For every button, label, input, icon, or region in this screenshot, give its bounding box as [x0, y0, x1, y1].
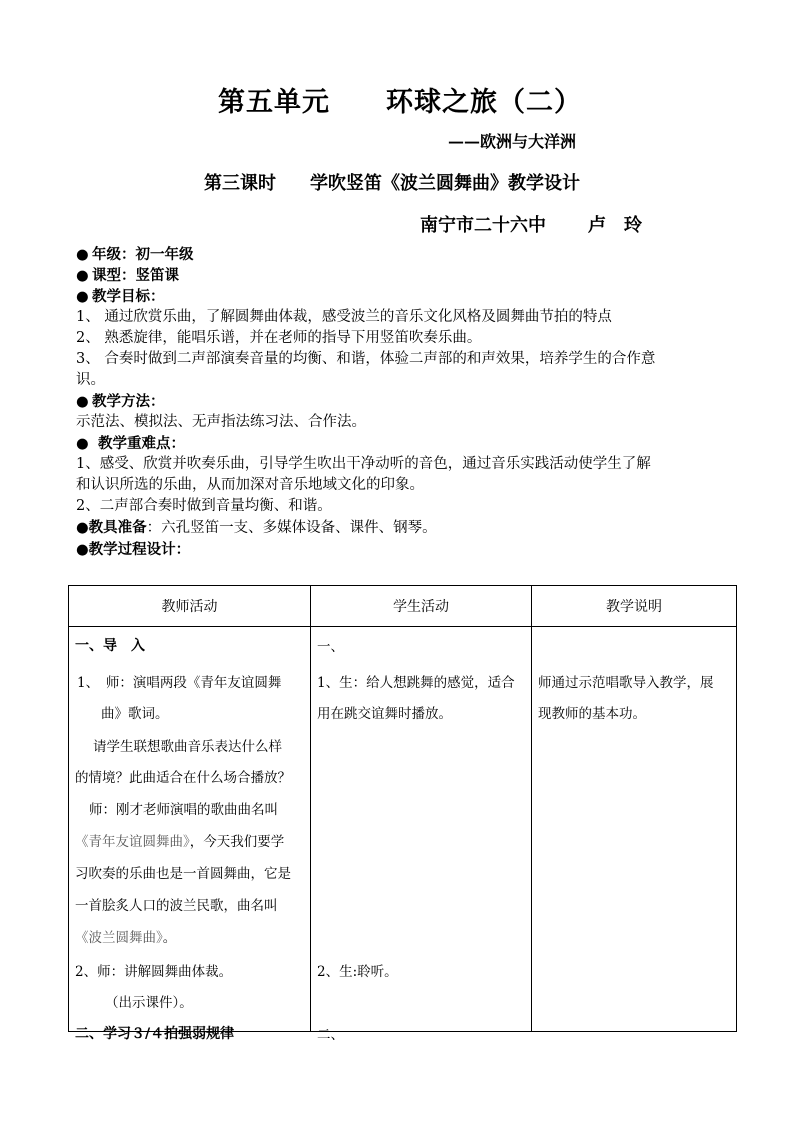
process-heading: ●教学过程设计：	[76, 541, 191, 558]
lesson-name: 学吹竖笛《波兰圆舞曲》教学设计	[310, 173, 580, 194]
notes-cell	[532, 627, 737, 1032]
tools-line: ●教具准备：六孔竖笛一支、多媒体设备、课件、钢琴。	[76, 519, 437, 536]
teacher-line: 1、 师：演唱两段《青年友谊圆舞	[77, 675, 282, 691]
process-table	[68, 585, 737, 1043]
teacher-section-1: 一、导 入	[75, 638, 145, 654]
student-cell	[311, 627, 532, 1043]
teacher-line: 2、师：讲解圆舞曲体裁。	[75, 964, 233, 980]
goals-heading: ● 教学目标：	[76, 288, 165, 305]
teacher-line: 的情境？此曲适合在什么场合播放？	[75, 770, 291, 786]
bullet-icon: ●	[76, 435, 89, 452]
student-line: 用在跳交谊舞时播放。	[317, 706, 452, 722]
methods-text: 示范法、模拟法、无声指法练习法、合作法。	[76, 414, 366, 430]
teacher-line: （出示课件）。	[105, 995, 193, 1011]
bullet-icon: ●	[76, 267, 89, 284]
school-name: 南宁市二十六中	[420, 215, 546, 236]
key-point: 1、感受、欣赏并吹奏乐曲，引导学生吹出干净动听的音色，通过音乐实践活动使学生了解	[76, 456, 651, 472]
notes-line: 现教师的基本功。	[538, 706, 646, 722]
teacher-line: 一首脍炙人口的波兰民歌，曲名叫	[75, 898, 278, 914]
student-section-2: 二、	[317, 1027, 344, 1043]
table-header-row	[69, 586, 737, 627]
notes-line: 师通过示范唱歌导入教学，展	[538, 675, 714, 691]
lesson-info	[76, 244, 726, 560]
student-line: 1、生：给人想跳舞的感觉，适合	[317, 675, 515, 691]
goal-item: 3、 合奏时做到二声部演奏音量的均衡、和谐，体验二声部的和声效果，培养学生的合作意	[76, 351, 656, 367]
key-point: 和认识所选的乐曲，从而加深对音乐地域文化的印象。	[76, 477, 424, 493]
unit-label: 第五单元	[218, 87, 330, 118]
teacher-line: 习吹奏的乐曲也是一首圆舞曲，它是	[75, 866, 291, 882]
goal-item: 1、 通过欣赏乐曲，了解圆舞曲体裁，感受波兰的音乐文化风格及圆舞曲节拍的特点	[76, 309, 612, 325]
teacher-line: 请学生联想歌曲音乐表达什么样	[93, 739, 282, 755]
methods-heading: ● 教学方法：	[76, 393, 165, 410]
type-line: ● 课型：竖笛课	[76, 267, 179, 284]
student-line: 2、生:聆听。	[317, 964, 398, 980]
unit-title: 环球之旅（二）	[386, 87, 582, 118]
author-name: 卢 玲	[588, 215, 642, 236]
student-section-1: 一、	[317, 639, 344, 655]
bullet-icon: ●	[76, 541, 89, 558]
bullet-icon: ●	[76, 288, 89, 305]
key-heading: ● 教学重难点：	[76, 435, 185, 452]
author-line	[420, 211, 642, 237]
subtitle: ——欧洲与大洋洲	[448, 132, 577, 151]
header-teacher: 教师活动	[69, 586, 311, 627]
teacher-line: 曲》歌词。	[101, 706, 169, 722]
teacher-cell	[69, 627, 311, 1042]
header-student: 学生活动	[311, 586, 532, 627]
teacher-section-2: 二、学习３/４拍强弱规律	[75, 1026, 235, 1042]
table-row	[69, 627, 737, 1032]
page-title	[218, 80, 582, 119]
teacher-line: 《波兰圆舞曲》。	[75, 930, 177, 946]
teacher-line: 《青年友谊圆舞曲》，今天我们要学	[75, 834, 285, 850]
header-notes: 教学说明	[532, 586, 737, 627]
goal-item: 识。	[76, 372, 105, 388]
bullet-icon: ●	[76, 246, 89, 263]
lesson-label: 第三课时	[204, 173, 276, 194]
goal-item: 2、 熟悉旋律，能唱乐谱，并在老师的指导下用竖笛吹奏乐曲。	[76, 330, 482, 346]
bullet-icon: ●	[76, 519, 89, 536]
bullet-icon: ●	[76, 393, 89, 410]
key-point: 2、二声部合奏时做到音量均衡、和谐。	[76, 498, 332, 514]
grade-line: ● 年级：初一年级	[76, 246, 194, 263]
lesson-title	[204, 169, 580, 195]
teacher-line: 师：刚才老师演唱的歌曲曲名叫	[89, 802, 278, 818]
